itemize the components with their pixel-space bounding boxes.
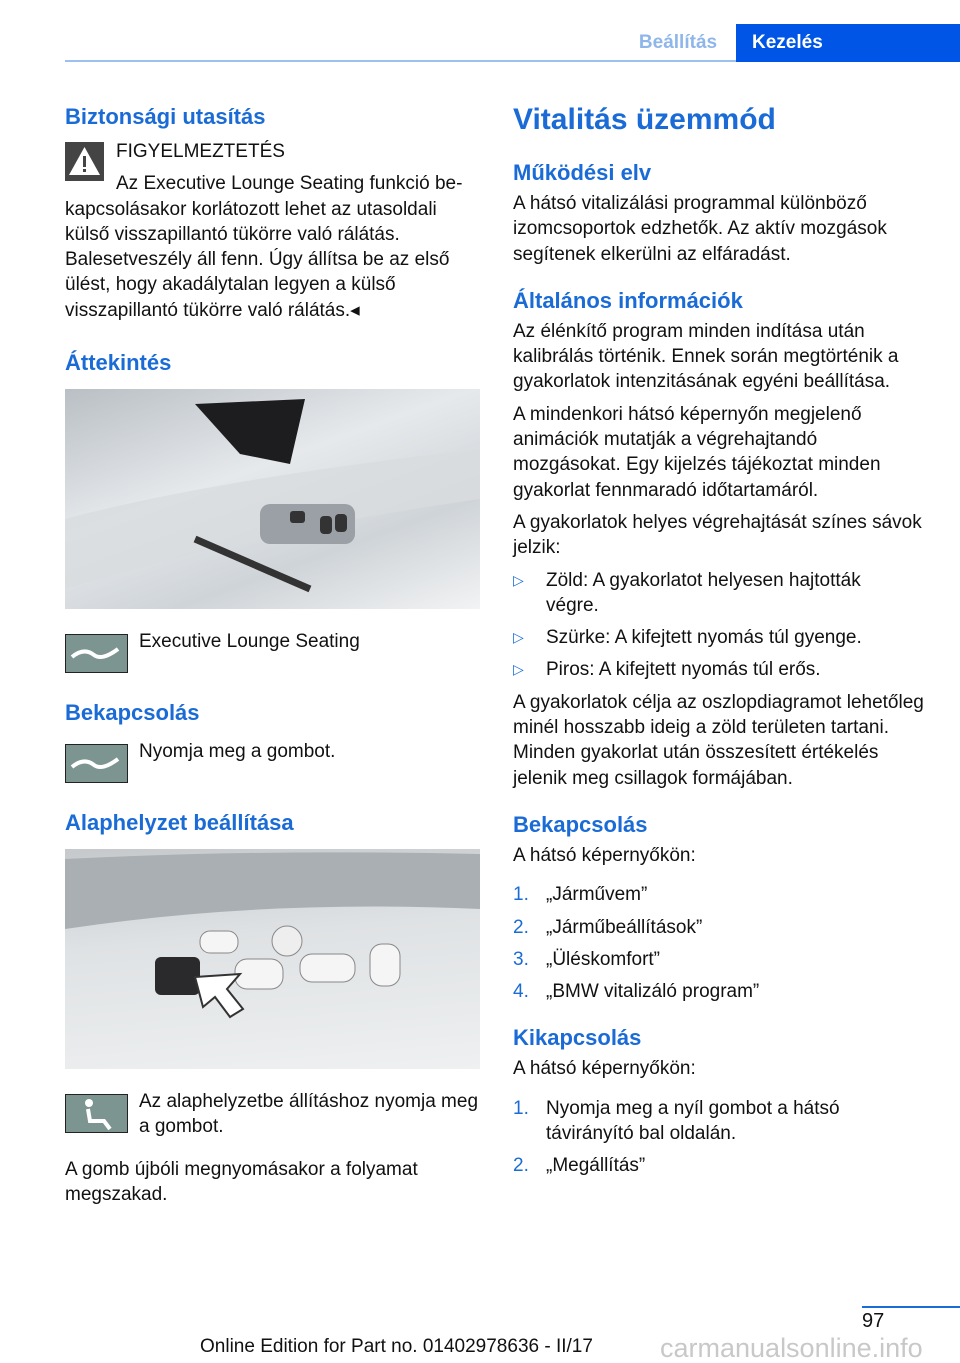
- step-number: 2.: [513, 916, 529, 938]
- step-number: 2.: [513, 1155, 529, 1177]
- tab-beallitas[interactable]: Beállítás: [638, 32, 718, 53]
- bullet-text: Zöld: A gyakorlatot helyesen hajtották végre.: [546, 569, 861, 616]
- warning-text-first: Az Executive Lounge Seating funkció be-: [116, 173, 463, 195]
- step-number: 3.: [513, 948, 529, 970]
- triangle-bullet-icon: ▷: [513, 629, 524, 646]
- step-item: [513, 1096, 918, 1147]
- step-number: 1.: [513, 1097, 529, 1119]
- lounge-seating-button-icon: [65, 744, 128, 783]
- step-item: [513, 915, 928, 940]
- triangle-bullet-icon: ▷: [513, 661, 524, 678]
- step-item: [513, 882, 928, 907]
- step-item: [513, 1153, 928, 1178]
- step-text: „Járműbeállítások”: [546, 916, 703, 938]
- safety-heading: Biztonsági utasítás: [65, 104, 266, 129]
- page-title: Vitalitás üzemmód: [513, 103, 776, 136]
- off-heading: Kikapcsolás: [513, 1025, 642, 1051]
- switch-on-text: Nyomja meg a gombot.: [139, 741, 336, 763]
- footer-rule: [862, 1306, 960, 1308]
- principle-text: A hátsó vitalizálási programmal különböző izomcsoportok edzhetők. Az aktív mozgások segítenek elkerülni az elfáradást.: [513, 193, 887, 265]
- bullet-item: [513, 625, 928, 650]
- step-text: „Megállítás”: [546, 1155, 646, 1177]
- step-item: [513, 979, 928, 1004]
- general-heading: Általános információk: [513, 287, 743, 313]
- warning-icon: [65, 142, 104, 181]
- principle-heading: Működési elv: [513, 160, 652, 185]
- seat-controls-image: [65, 849, 480, 1069]
- overview-heading: Áttekintés: [65, 350, 172, 376]
- reset-heading: Alaphelyzet beállítása: [65, 810, 294, 836]
- step-text: „Járművem”: [546, 884, 648, 906]
- reset-caption: Az alaphelyzetbe állításhoz nyomja meg a gombot.: [139, 1091, 479, 1138]
- bullet-item: [513, 657, 928, 682]
- step-text: „BMW vitalizáló program”: [546, 981, 760, 1003]
- bullet-text: Szürke: A kifejtett nyomás túl gyenge.: [546, 627, 862, 649]
- bullet-text: Piros: A kifejtett nyomás túl erős.: [546, 659, 821, 681]
- general-p3: A gyakorlatok helyes végrehajtását színes sávok jelzik:: [513, 511, 922, 559]
- overview-caption-row: [65, 629, 483, 673]
- right-column: [513, 101, 928, 1186]
- step-text: Nyomja meg a nyíl gombot a hátsó távirányító bal oldalán.: [546, 1097, 840, 1145]
- triangle-bullet-icon: ▷: [513, 571, 524, 588]
- on-intro: A hátsó képernyőkön:: [513, 844, 696, 866]
- bullet-item: [513, 568, 893, 619]
- page-number: 97: [862, 1310, 885, 1332]
- warning-block: [65, 139, 483, 323]
- step-item: [513, 947, 928, 972]
- step-number: 1.: [513, 884, 529, 906]
- left-column: [65, 103, 483, 1207]
- general-p4: A gyakorlatok célja az oszlopdiagramot lehetőleg minél hosszabb ideig a zöld területen tartani. Minden gyakorlat után összesített értékelés jelenik meg csillagok formájában.: [513, 691, 924, 789]
- on-heading: Bekapcsolás: [513, 811, 648, 837]
- reset-note: A gomb újbóli megnyomásakor a folyamat megszakad.: [65, 1158, 418, 1205]
- edition-text: Online Edition for Part no. 01402978636 - II/17: [200, 1336, 593, 1357]
- watermark: carmanualsonline.info: [660, 1333, 923, 1363]
- warning-text: kapcsolásakor korlátozott lehet az utasoldali külső visszapillantó tükörre való rálátás. Balesetveszély áll fenn. Úgy állítsa be az első ülést, hogy akadálytalan legyen a külső visszapillantó tükörre való rálátás.◂: [65, 198, 450, 321]
- general-p1: Az élénkítő program minden indítása után kalibrálás történik. Ennek során megtörténik a gyakorlatok intenzitásának egyéni beállítása.: [513, 320, 899, 393]
- overview-caption: Executive Lounge Seating: [139, 631, 360, 653]
- step-text: „Üléskomfort”: [546, 948, 661, 970]
- general-p2: A mindenkori hátsó képernyőn megjelenő animációk mutatják a végrehajtandó mozgásokat. Egy kijelzés tájékoztat minden gyakorlat fennmaradó időtartamáról.: [513, 403, 881, 501]
- lounge-seating-icon: [65, 634, 128, 673]
- switch-on-row: [65, 739, 483, 783]
- warning-title: FIGYELMEZTETÉS: [116, 141, 285, 162]
- reset-caption-row: [65, 1089, 483, 1140]
- seat-reset-icon: [65, 1094, 128, 1133]
- step-number: 4.: [513, 981, 529, 1003]
- door-panel-image: [65, 389, 480, 609]
- tab-kezeles[interactable]: Kezelés: [736, 24, 960, 62]
- off-intro: A hátsó képernyőkön:: [513, 1058, 696, 1080]
- switch-on-heading: Bekapcsolás: [65, 700, 200, 726]
